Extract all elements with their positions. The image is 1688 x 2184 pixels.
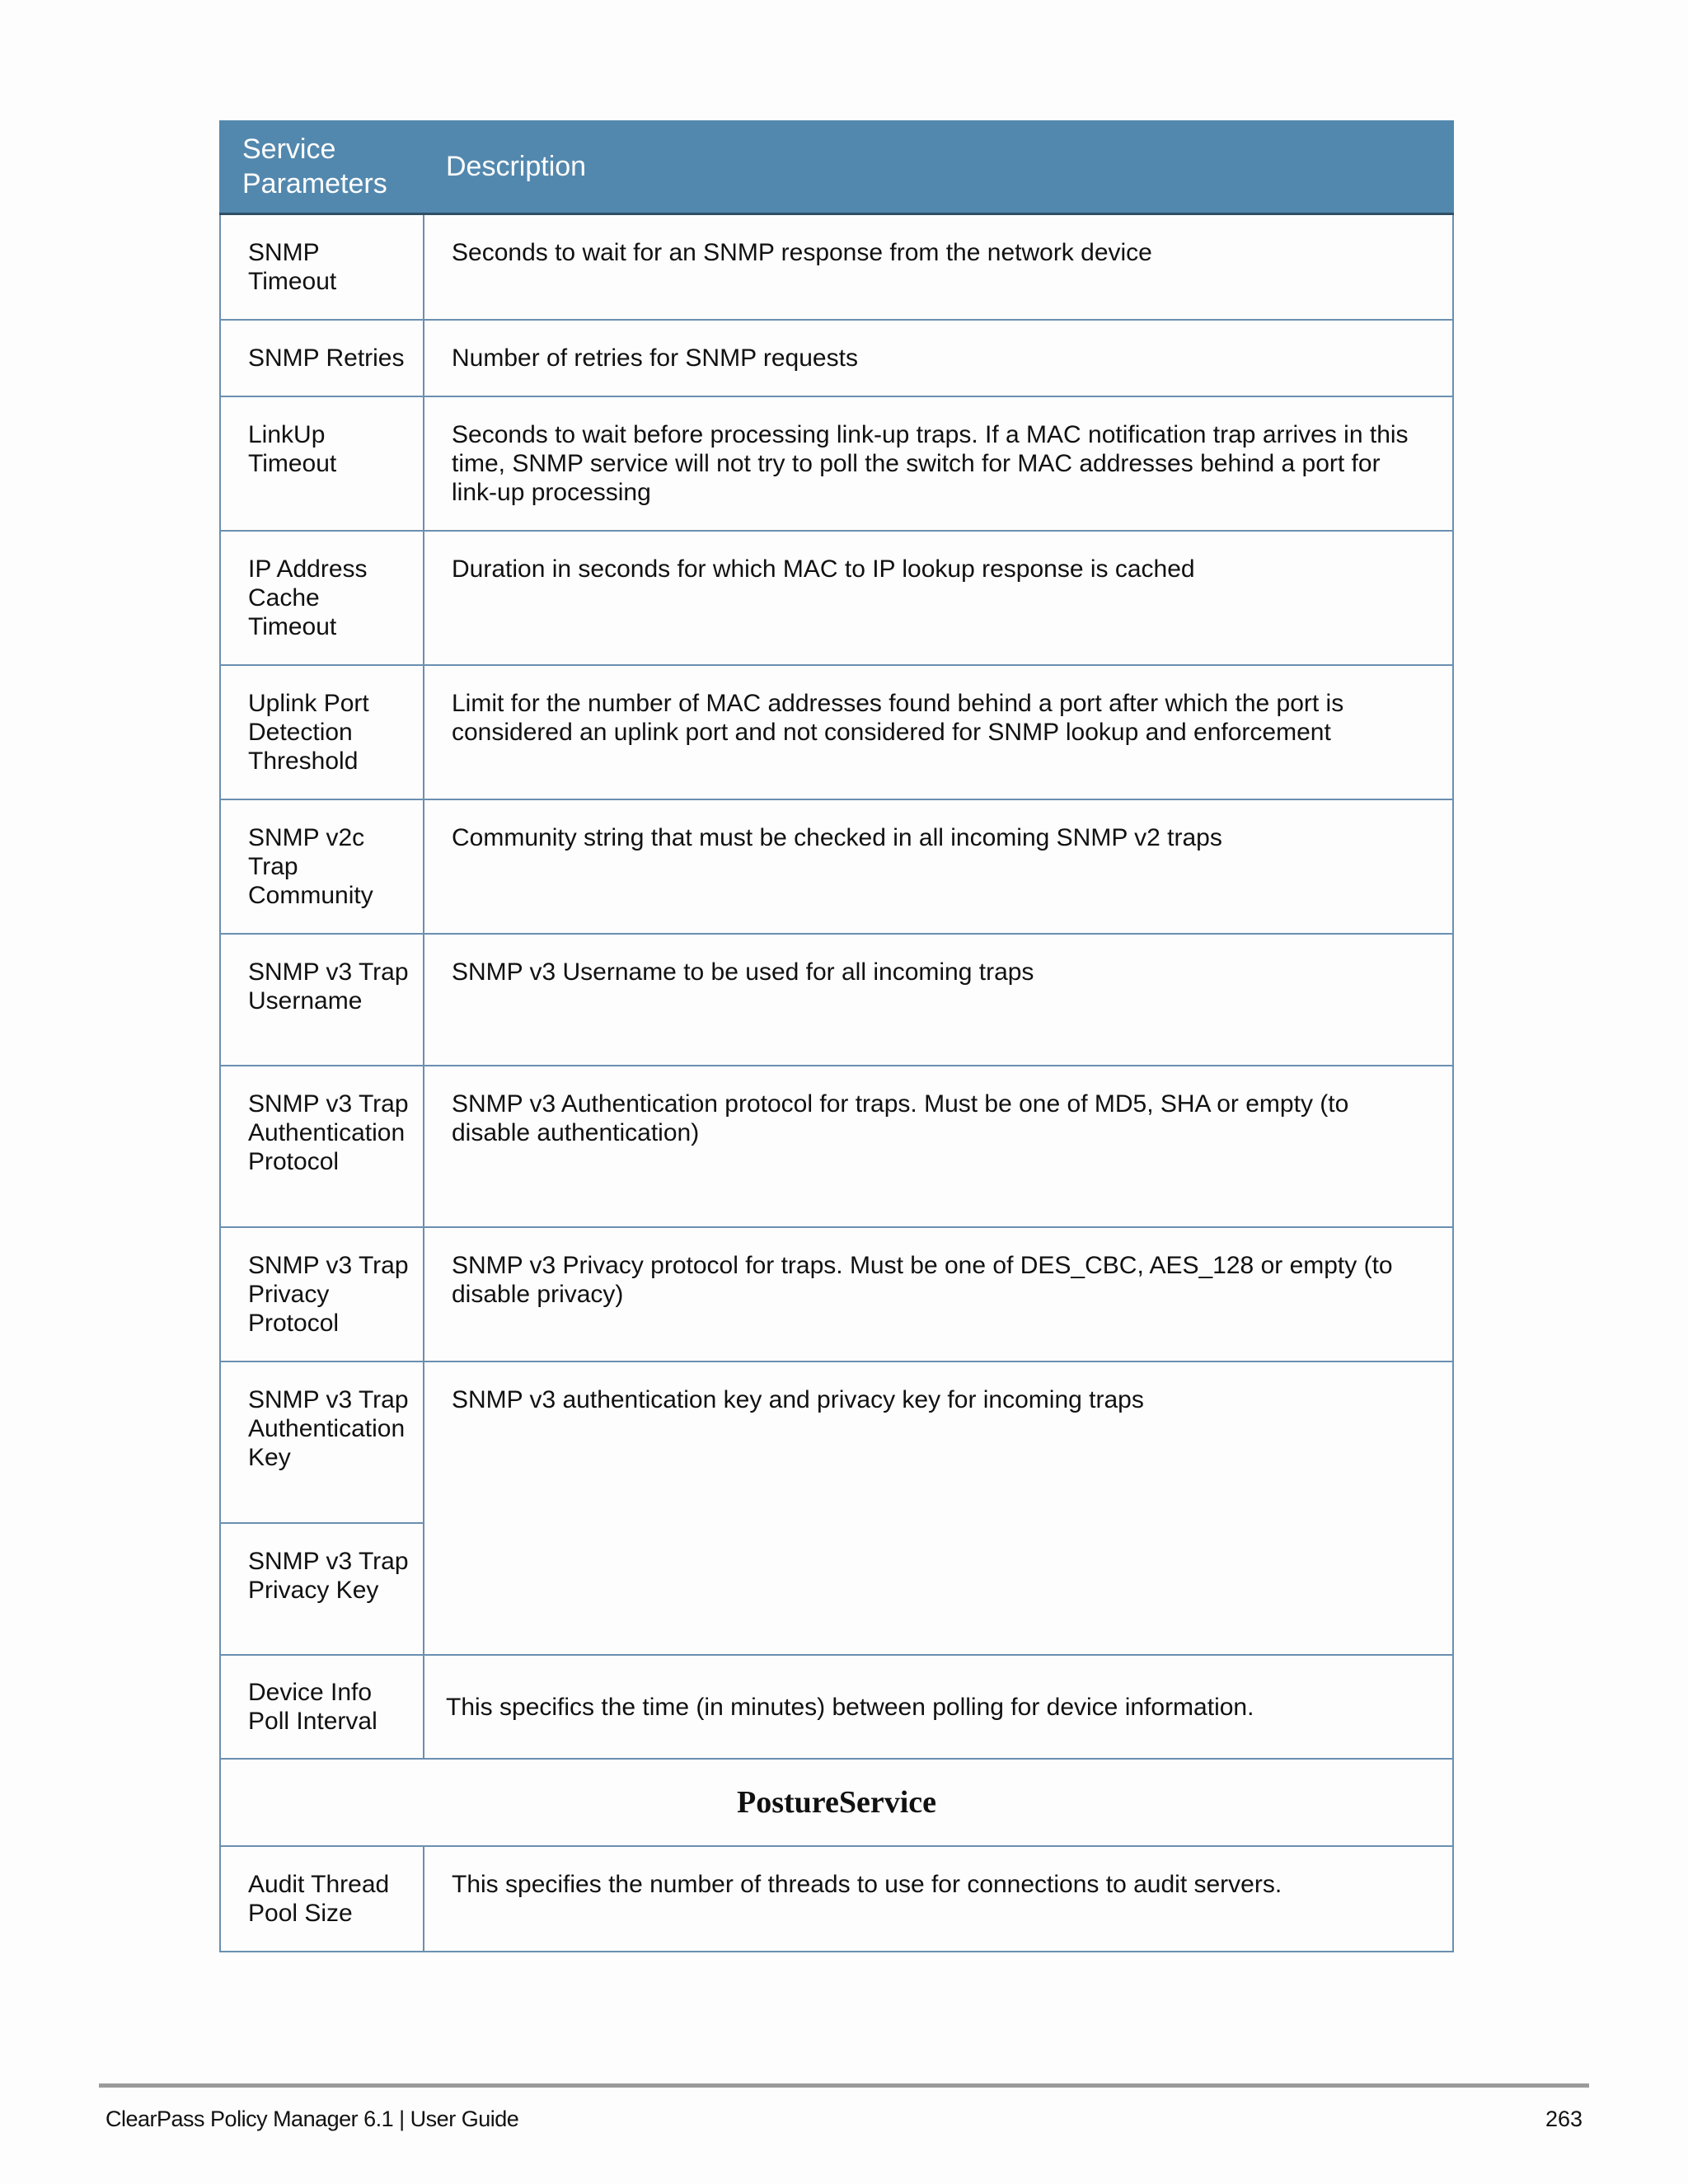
service-parameters-table — [219, 120, 1454, 1952]
param-cell: SNMP v3 Trap Authentication Protocol — [220, 1066, 424, 1227]
param-cell: Device Info Poll Interval — [220, 1655, 424, 1759]
description-cell: Number of retries for SNMP requests — [424, 320, 1453, 396]
header-description: Description — [424, 120, 1453, 214]
section-heading-posture-service: PostureService — [220, 1759, 1453, 1846]
table-row — [220, 214, 1453, 321]
table-row — [220, 531, 1453, 665]
param-cell: SNMP v3 Trap Privacy Protocol — [220, 1227, 424, 1361]
param-cell: Audit Thread Pool Size — [220, 1846, 424, 1952]
param-cell: IP Address Cache Timeout — [220, 531, 424, 665]
table-row — [220, 320, 1453, 396]
param-cell: LinkUp Timeout — [220, 396, 424, 531]
table-header-row — [220, 120, 1453, 214]
param-cell: SNMP Timeout — [220, 214, 424, 321]
table-row — [220, 665, 1453, 799]
description-cell: This specifics the time (in minutes) between polling for device information. — [424, 1655, 1453, 1759]
description-cell: This specifies the number of threads to use for connections to audit servers. — [424, 1846, 1453, 1952]
footer-divider — [99, 2083, 1589, 2088]
header-service-parameters: Service Parameters — [220, 120, 424, 214]
table-row — [220, 1066, 1453, 1227]
table-row — [220, 1846, 1453, 1952]
table-row — [220, 1655, 1453, 1759]
table-row — [220, 1361, 1453, 1523]
footer-page-number: 263 — [1545, 2107, 1582, 2131]
description-cell: Duration in seconds for which MAC to IP lookup response is cached — [424, 531, 1453, 665]
description-cell: SNMP v3 authentication key and privacy key for incoming traps — [424, 1361, 1453, 1655]
param-cell: SNMP Retries — [220, 320, 424, 396]
table-row — [220, 396, 1453, 531]
description-cell: SNMP v3 Privacy protocol for traps. Must be one of DES_CBC, AES_128 or empty (to disable privacy) — [424, 1227, 1453, 1361]
param-cell: Uplink Port Detection Threshold — [220, 665, 424, 799]
param-cell: SNMP v2c Trap Community — [220, 799, 424, 934]
description-cell: SNMP v3 Authentication protocol for traps. Must be one of MD5, SHA or empty (to disable authentication) — [424, 1066, 1453, 1227]
description-cell: Community string that must be checked in all incoming SNMP v2 traps — [424, 799, 1453, 934]
table-row — [220, 799, 1453, 934]
section-row — [220, 1759, 1453, 1846]
param-cell: SNMP v3 Trap Privacy Key — [220, 1523, 424, 1655]
table-row — [220, 1227, 1453, 1361]
param-cell: SNMP v3 Trap Username — [220, 934, 424, 1066]
footer-document-title: ClearPass Policy Manager 6.1 | User Guide — [106, 2107, 519, 2131]
description-cell: Seconds to wait for an SNMP response from the network device — [424, 214, 1453, 321]
param-cell: SNMP v3 Trap Authentication Key — [220, 1361, 424, 1523]
table-row — [220, 934, 1453, 1066]
description-cell: Seconds to wait before processing link-up traps. If a MAC notification trap arrives in this time, SNMP service will not try to poll the switch for MAC addresses behind a port for link-up processing — [424, 396, 1453, 531]
description-cell: SNMP v3 Username to be used for all incoming traps — [424, 934, 1453, 1066]
description-cell: Limit for the number of MAC addresses found behind a port after which the port is considered an uplink port and not considered for SNMP lookup and enforcement — [424, 665, 1453, 799]
